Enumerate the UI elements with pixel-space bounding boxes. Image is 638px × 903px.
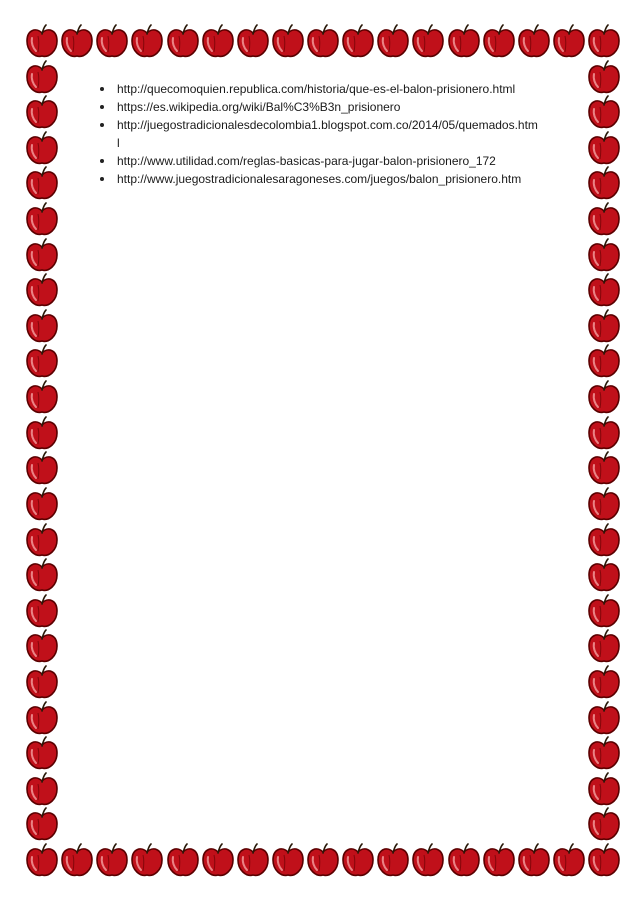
- red-apple-icon: [24, 238, 60, 274]
- red-apple-icon: [586, 629, 622, 665]
- red-apple-icon: [586, 701, 622, 737]
- red-apple-icon: [165, 843, 201, 879]
- red-apple-icon: [24, 416, 60, 452]
- red-apple-icon: [586, 736, 622, 772]
- red-apple-icon: [586, 558, 622, 594]
- reference-item[interactable]: http://www.juegostradicionalesaragoneses.com/juegos/balon_prisionero.htm: [100, 170, 540, 188]
- red-apple-icon: [235, 843, 271, 879]
- red-apple-icon: [24, 629, 60, 665]
- red-apple-icon: [586, 238, 622, 274]
- red-apple-icon: [586, 202, 622, 238]
- red-apple-icon: [446, 24, 482, 60]
- red-apple-icon: [586, 95, 622, 131]
- red-apple-icon: [24, 523, 60, 559]
- red-apple-icon: [375, 843, 411, 879]
- red-apple-icon: [24, 772, 60, 808]
- red-apple-icon: [129, 24, 165, 60]
- red-apple-icon: [305, 24, 341, 60]
- red-apple-icon: [586, 273, 622, 309]
- red-apple-icon: [24, 309, 60, 345]
- red-apple-icon: [24, 166, 60, 202]
- red-apple-icon: [24, 807, 60, 843]
- red-apple-icon: [24, 131, 60, 167]
- red-apple-icon: [24, 380, 60, 416]
- red-apple-icon: [586, 380, 622, 416]
- reference-item[interactable]: http://juegostradicionalesdecolombia1.blogspot.com.co/2014/05/quemados.html: [100, 116, 540, 152]
- red-apple-icon: [24, 701, 60, 737]
- red-apple-icon: [586, 451, 622, 487]
- red-apple-icon: [586, 523, 622, 559]
- red-apple-icon: [24, 451, 60, 487]
- red-apple-icon: [340, 24, 376, 60]
- red-apple-icon: [586, 594, 622, 630]
- red-apple-icon: [340, 843, 376, 879]
- red-apple-icon: [59, 24, 95, 60]
- red-apple-icon: [551, 24, 587, 60]
- red-apple-icon: [24, 487, 60, 523]
- red-apple-icon: [94, 24, 130, 60]
- red-apple-icon: [586, 60, 622, 96]
- reference-item[interactable]: http://www.utilidad.com/reglas-basicas-para-jugar-balon-prisionero_172: [100, 152, 540, 170]
- red-apple-icon: [59, 843, 95, 879]
- red-apple-icon: [200, 843, 236, 879]
- red-apple-icon: [24, 60, 60, 96]
- red-apple-icon: [375, 24, 411, 60]
- red-apple-icon: [586, 772, 622, 808]
- red-apple-icon: [24, 843, 60, 879]
- red-apple-icon: [586, 24, 622, 60]
- reference-item[interactable]: https://es.wikipedia.org/wiki/Bal%C3%B3n_prisionero: [100, 98, 540, 116]
- red-apple-icon: [270, 843, 306, 879]
- red-apple-icon: [235, 24, 271, 60]
- reference-item[interactable]: http://quecomoquien.republica.com/historia/que-es-el-balon-prisionero.html: [100, 80, 540, 98]
- red-apple-icon: [586, 487, 622, 523]
- red-apple-icon: [516, 843, 552, 879]
- red-apple-icon: [586, 416, 622, 452]
- red-apple-icon: [410, 843, 446, 879]
- red-apple-icon: [305, 843, 341, 879]
- red-apple-icon: [586, 665, 622, 701]
- red-apple-icon: [270, 24, 306, 60]
- red-apple-icon: [24, 665, 60, 701]
- red-apple-icon: [586, 131, 622, 167]
- red-apple-icon: [24, 344, 60, 380]
- red-apple-icon: [24, 594, 60, 630]
- red-apple-icon: [129, 843, 165, 879]
- red-apple-icon: [586, 309, 622, 345]
- red-apple-icon: [516, 24, 552, 60]
- red-apple-icon: [481, 24, 517, 60]
- red-apple-icon: [24, 273, 60, 309]
- red-apple-icon: [586, 843, 622, 879]
- red-apple-icon: [586, 807, 622, 843]
- red-apple-icon: [446, 843, 482, 879]
- red-apple-icon: [24, 95, 60, 131]
- red-apple-icon: [551, 843, 587, 879]
- red-apple-icon: [24, 558, 60, 594]
- reference-list: [100, 80, 540, 188]
- red-apple-icon: [94, 843, 130, 879]
- red-apple-icon: [24, 202, 60, 238]
- red-apple-icon: [165, 24, 201, 60]
- red-apple-icon: [24, 24, 60, 60]
- red-apple-icon: [24, 736, 60, 772]
- red-apple-icon: [481, 843, 517, 879]
- red-apple-icon: [200, 24, 236, 60]
- red-apple-icon: [410, 24, 446, 60]
- red-apple-icon: [586, 166, 622, 202]
- red-apple-icon: [586, 344, 622, 380]
